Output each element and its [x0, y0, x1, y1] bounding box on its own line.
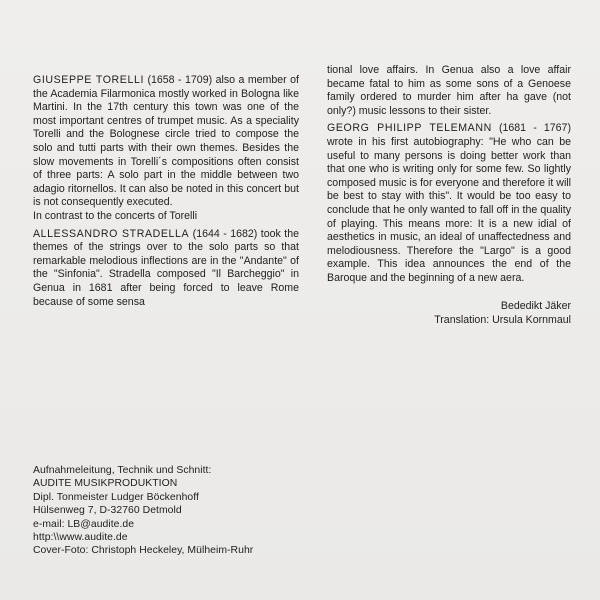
- left-text-column: [33, 74, 299, 309]
- stradella-paragraph: [33, 228, 299, 310]
- credit-line-recording: Aufnahmeleitung, Technik und Schnitt:: [33, 465, 212, 476]
- translator-credit: Translation: Ursula Kornmaul: [434, 314, 571, 326]
- credit-line-website: http:\\www.audite.de: [33, 532, 128, 544]
- signature-block: [327, 299, 571, 328]
- telemann-name: GEORG PHILIPP TELEMANN: [327, 122, 492, 135]
- credit-line-address: Hülsenweg 7, D-32760 Detmold: [33, 505, 182, 517]
- author-name: Bededikt Jäker: [500, 299, 571, 312]
- torelli-text: (1658 - 1709) also a member of the Academia Filarmonica mostly worked in Bologna like Martini. In the 17th century this town was one of the most important centres of trumpet music. As a speciality Torelli and the Bolognese circle tried to compose the solo and tutti parts with their own themes. Besides the slow movements in Torelli´s compositions often consist of three parts: A solo part in the middle between two adagio ritornellos. It can also be noted in this concert but is not consequently executed.: [33, 74, 299, 209]
- credit-line-label: AUDITE MUSIKPRODUKTION: [33, 478, 178, 490]
- torelli-paragraph: [33, 74, 299, 210]
- telemann-paragraph: [327, 122, 571, 285]
- stradella-text: (1644 - 1682) took the themes of the strings over to the solo parts so that remarkable melodious inflections are in the "Andante" of the "Sinfonia". Stradella composed "Il Barcheggio" in Genua in 1681 after being forced to leave Rome because of some sensa: [33, 227, 300, 308]
- torelli-name: GIUSEPPE TORELLI: [33, 74, 144, 86]
- credit-line-cover-photo: Cover-Foto: Christoph Heckeley, Mülheim-Ruhr: [33, 545, 254, 557]
- production-credits: [33, 464, 303, 558]
- telemann-text: (1681 - 1767) wrote in his first autobiography: "He who can be useful to many persons is doing better work than that one who is writing only for some few. So lightly composed music is for everyone and therefore it will be best to stay with this". It would be too easy to conclude that he only wanted to fall off in the quality of playing. This means more: It is a new idial of aesthetics in music, an ideal of unaffectedness and melodiousness. Therefore the "Largo" is a good example. This idea announces the end of the Baroque and the beginning of a new aera.: [327, 122, 571, 284]
- stradella-name: ALLESSANDRO STRADELLA: [33, 227, 190, 240]
- credit-line-email: e-mail: LB@audite.de: [33, 518, 135, 530]
- stradella-continuation: tional love affairs. In Genua also a love affair became fatal to him as some sons of a Genoese family ordered to murder him after ha gave (not only?) music lessons to their sister.: [327, 64, 571, 117]
- torelli-contrast-line: In contrast to the concerts of Torelli: [33, 209, 198, 222]
- right-text-column: [327, 64, 571, 328]
- credit-line-engineer: Dipl. Tonmeister Ludger Böckenhoff: [33, 491, 199, 503]
